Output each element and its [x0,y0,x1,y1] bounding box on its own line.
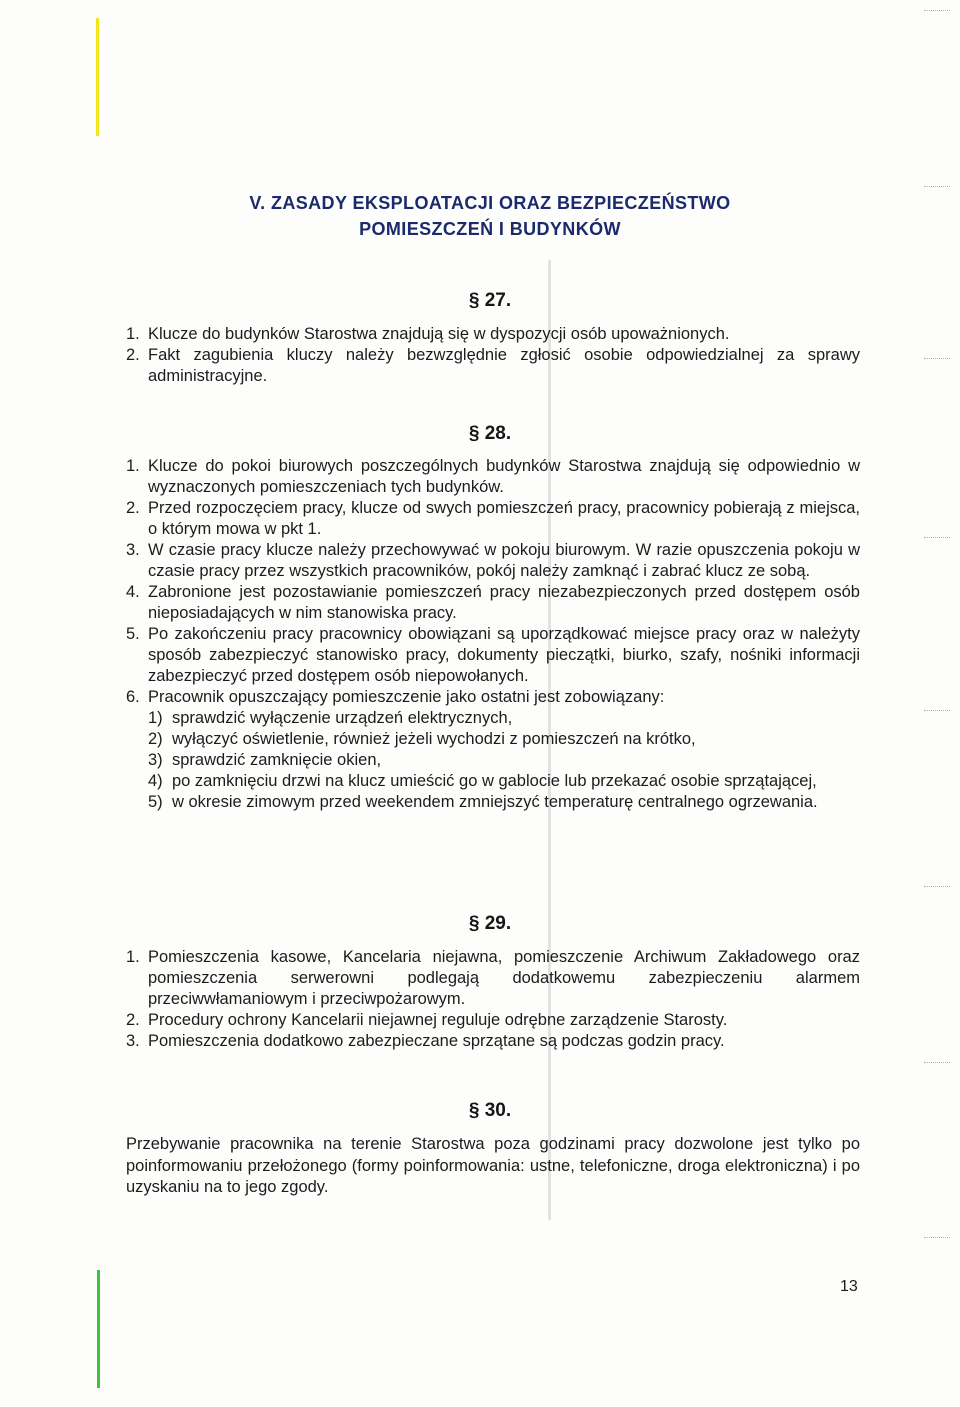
section-30-paragraph: Przebywanie pracownika na terenie Starostwa poza godzinami pracy dozwolone jest tylko po poinformowaniu przełożonego (formy poinformowania: ustne, telefoniczne, droga elektroniczna) i po uzyskaniu na to jego zgody. [126,1135,860,1196]
edge-mark [924,1237,950,1238]
edge-mark [924,10,950,11]
section-28-list [126,456,860,813]
sub-list-item: 2) wyłączyć oświetlenie, również jeżeli wychodzi z pomieszczeń na krótko, [148,730,696,748]
section-heading-27: § 27. [468,290,512,311]
section-heading-28: § 28. [468,423,512,444]
edge-mark [924,186,950,187]
green-margin-bar [97,1270,100,1388]
list-item: 2. Przed rozpoczęciem pracy, klucze od swych pomieszczeń pracy, pracownicy pobierają z miejsca, o którym mowa w pkt 1. [126,499,860,538]
list-item: 2. Procedury ochrony Kancelarii niejawnej reguluje odrębne zarządzenie Starosty. [126,1011,728,1029]
sub-list-item: 1) sprawdzić wyłączenie urządzeń elektrycznych, [148,709,513,727]
list-item: 1. Pomieszczenia kasowe, Kancelaria niejawna, pomieszczenie Archiwum Zakładowego oraz pomieszczenia serwerowni podlegają dodatkowemu zabezpieczeniu alarmem przeciwwłamaniowym i przeciwpożarowym. [126,948,860,1008]
edge-mark [924,710,950,711]
edge-mark [924,886,950,887]
list-item: 2. Fakt zagubienia kluczy należy bezwzględnie zgłosić osobie odpowiedzialnej za sprawy administracyjne. [126,346,860,385]
edge-mark [924,358,950,359]
section-27-list [126,324,860,387]
edge-mark [924,537,950,538]
section-heading-30: § 30. [468,1100,512,1121]
list-item: 6. Pracownik opuszczający pomieszczenie jako ostatni jest zobowiązany: 1) sprawdzić wyłączenie urządzeń elektrycznych, 2) wyłączyć oświetlenie, również jeżeli wychodzi z pomieszczeń na krótko, 3) sprawdzić zamknięcie okien, 4) po zamknięciu drzwi na klucz umieścić go w gablocie lub przekazać osobie sprzątającej, 5) w okresie zimowym przed weekendem zmniejszyć temperaturę centralnego ogrzewania. [126,687,860,813]
list-item: 4. Zabronione jest pozostawianie pomieszczeń pracy niezabezpieczonych przed dostępem osób nieposiadających w nim stanowiska pracy. [126,583,860,622]
edge-mark [924,1062,950,1063]
sub-list-item: 5) w okresie zimowym przed weekendem zmniejszyć temperaturę centralnego ogrzewania. [148,793,818,811]
list-item: 3. W czasie pracy klucze należy przechowywać w pokoju biurowym. W razie opuszczenia pokoju w czasie pracy przez wszystkich pracowników, pokój należy zamknąć i zabrać klucz ze sobą. [126,541,860,580]
list-item: 1. Klucze do pokoi biurowych poszczególnych budynków Starostwa znajdują się odpowiednio w wyznaczonych pomieszczeniach tych budynków. [126,457,860,496]
sub-list-item: 3) sprawdzić zamknięcie okien, [148,751,382,769]
chapter-title-line1: V. ZASADY EKSPLOATACJI ORAZ BEZPIECZEŃSTWO [249,193,731,213]
sub-list-item: 4) po zamknięciu drzwi na klucz umieścić go w gablocie lub przekazać osobie sprzątającej, [148,772,817,790]
section-heading-29: § 29. [468,913,512,934]
list-item: 5. Po zakończeniu pracy pracownicy obowiązani są uporządkować miejsce pracy oraz w należyty sposób zabezpieczyć stanowisko pracy, dokumenty pieczątki, biurko, szafy, nośniki informacji zabezpieczyć przed dostępem osób niepowołanych. [126,625,860,685]
list-item: 3. Pomieszczenia dodatkowo zabezpieczane sprzątane są podczas godzin pracy. [126,1032,725,1050]
chapter-title-line2: POMIESZCZEŃ I BUDYNKÓW [359,219,621,239]
list-item: 1. Klucze do budynków Starostwa znajdują się w dyspozycji osób upoważnionych. [126,325,730,343]
section-29-list [126,947,860,1052]
yellow-margin-bar [96,18,99,136]
page-number: 13 [840,1278,858,1295]
